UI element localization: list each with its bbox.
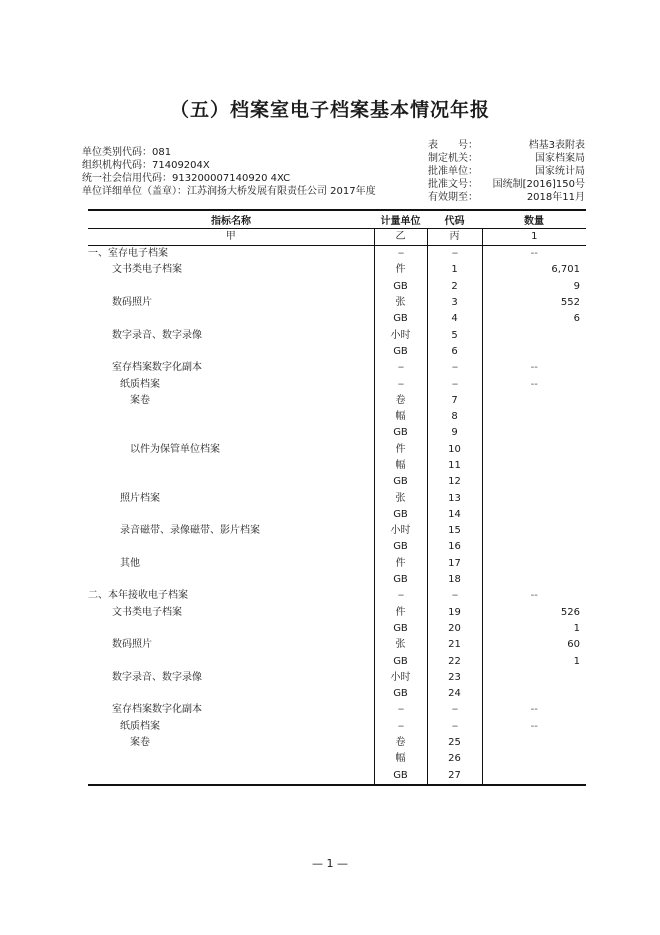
subheader-cell: 丙 [427, 229, 482, 246]
code-cell: 7 [427, 393, 482, 409]
indicator-name-cell: 以件为保管单位档案 [130, 443, 220, 455]
unit-info-block [82, 146, 376, 198]
code-cell: -- [427, 376, 482, 392]
quantity-cell: -- [482, 246, 586, 263]
indicator-name-cell: 数字录音、数字录像 [112, 671, 202, 683]
indicator-name-cell [88, 507, 374, 523]
quantity-cell: 6,701 [482, 262, 586, 278]
code-cell: 10 [427, 442, 482, 458]
unit-cell: 幅 [374, 751, 427, 767]
unit-cell: 卷 [374, 735, 427, 751]
indicator-name-cell [88, 311, 374, 327]
quantity-cell [482, 572, 586, 588]
quantity-cell: -- [482, 588, 586, 604]
quantity-cell: 6 [482, 311, 586, 327]
unit-cell: GB [374, 311, 427, 327]
indicator-name-cell [88, 458, 374, 474]
unit-cell: GB [374, 507, 427, 523]
unit-cell: GB [374, 474, 427, 490]
code-cell: -- [427, 702, 482, 718]
code-cell: 13 [427, 490, 482, 506]
form-value: 国统制[2016]150号 [492, 179, 585, 190]
column-header-indicator: 指标名称 [88, 210, 374, 229]
indicator-name-cell: 一、室存电子档案 [88, 248, 168, 260]
table-row [88, 588, 586, 604]
table-row [88, 637, 586, 653]
code-cell: 9 [427, 425, 482, 441]
unit-cell: -- [374, 376, 427, 392]
indicator-name-cell: 文书类电子档案 [112, 264, 182, 276]
form-value: 国家档案局 [535, 153, 585, 164]
unit-cell: GB [374, 572, 427, 588]
table-row [88, 393, 586, 409]
table-row [88, 556, 586, 572]
table-row [88, 670, 586, 686]
unit-cell: GB [374, 279, 427, 295]
subheader-cell: 1 [482, 229, 586, 246]
code-cell: 25 [427, 735, 482, 751]
code-cell: -- [427, 246, 482, 263]
table-row [88, 490, 586, 506]
quantity-cell: 552 [482, 295, 586, 311]
indicator-name-cell: 其他 [120, 557, 140, 569]
unit-cell: -- [374, 719, 427, 735]
quantity-cell [482, 344, 586, 360]
archive-report-table [88, 209, 586, 786]
table-row [88, 768, 586, 785]
indicator-name-cell: 文书类电子档案 [112, 606, 182, 618]
indicator-name-cell: 室存档案数字化副本 [112, 362, 202, 374]
quantity-cell [482, 474, 586, 490]
quantity-cell [482, 409, 586, 425]
table-row [88, 262, 586, 278]
quantity-cell [482, 425, 586, 441]
unit-cell: 张 [374, 490, 427, 506]
table-row [88, 702, 586, 718]
table-row [88, 409, 586, 425]
code-cell: 5 [427, 327, 482, 343]
unit-cell: -- [374, 246, 427, 263]
quantity-cell: 526 [482, 605, 586, 621]
quantity-cell: -- [482, 376, 586, 392]
table-row [88, 686, 586, 702]
unit-cell: -- [374, 360, 427, 376]
indicator-name-cell: 二、本年接收电子档案 [88, 590, 188, 602]
indicator-name-cell: 照片档案 [120, 492, 160, 504]
table-row [88, 311, 586, 327]
quantity-cell [482, 442, 586, 458]
indicator-name-cell: 录音磁带、录像磁带、影片档案 [120, 525, 260, 537]
table-row [88, 279, 586, 295]
quantity-cell: -- [482, 702, 586, 718]
code-cell: 22 [427, 653, 482, 669]
organization-code: 组织机构代码：71409204X [82, 160, 210, 171]
subheader-cell: 乙 [374, 229, 427, 246]
form-label: 有效期至： [428, 192, 478, 203]
quantity-cell: -- [482, 360, 586, 376]
code-cell: 26 [427, 751, 482, 767]
code-cell: 23 [427, 670, 482, 686]
table-row [88, 344, 586, 360]
code-cell: 12 [427, 474, 482, 490]
table-row [88, 653, 586, 669]
column-header-quantity: 数量 [482, 210, 586, 229]
code-cell: 18 [427, 572, 482, 588]
quantity-cell: 9 [482, 279, 586, 295]
quantity-cell: -- [482, 719, 586, 735]
quantity-cell [482, 490, 586, 506]
code-cell: -- [427, 360, 482, 376]
unit-cell: 幅 [374, 409, 427, 425]
unit-cell: -- [374, 702, 427, 718]
indicator-name-cell [88, 409, 374, 425]
unit-cell: -- [374, 588, 427, 604]
unit-cell: 小时 [374, 327, 427, 343]
quantity-cell: 1 [482, 653, 586, 669]
form-label: 表 号： [428, 140, 478, 151]
quantity-cell [482, 539, 586, 555]
table-row [88, 751, 586, 767]
form-info-labels [428, 139, 478, 204]
quantity-cell [482, 670, 586, 686]
code-cell: 4 [427, 311, 482, 327]
unit-cell: 件 [374, 262, 427, 278]
unit-category-code: 单位类别代码：081 [82, 147, 172, 158]
table-row [88, 360, 586, 376]
indicator-name-cell [88, 653, 374, 669]
unit-cell: 小时 [374, 523, 427, 539]
code-cell: 2 [427, 279, 482, 295]
table-row [88, 376, 586, 392]
indicator-name-cell [88, 474, 374, 490]
indicator-name-cell: 数码照片 [112, 639, 152, 651]
indicator-name-cell: 案卷 [130, 394, 150, 406]
code-cell: 24 [427, 686, 482, 702]
quantity-cell [482, 686, 586, 702]
indicator-name-cell [88, 751, 374, 767]
unit-detail: 单位详细单位（盖章）：江苏润扬大桥发展有限责任公司 2017年度 [82, 186, 376, 197]
indicator-name-cell [88, 621, 374, 637]
quantity-cell [482, 768, 586, 785]
page-title: （五）档案室电子档案基本情况年报 [169, 99, 490, 121]
indicator-name-cell: 数码照片 [112, 297, 152, 309]
quantity-cell [482, 393, 586, 409]
code-cell: 11 [427, 458, 482, 474]
table-row [88, 458, 586, 474]
indicator-name-cell: 案卷 [130, 737, 150, 749]
table-row [88, 735, 586, 751]
unit-cell: 件 [374, 556, 427, 572]
indicator-name-cell [88, 539, 374, 555]
table-row [88, 605, 586, 621]
unit-cell: GB [374, 686, 427, 702]
table-row [88, 572, 586, 588]
table-row [88, 474, 586, 490]
unit-cell: GB [374, 768, 427, 785]
code-cell: 20 [427, 621, 482, 637]
quantity-cell [482, 751, 586, 767]
indicator-name-cell [88, 686, 374, 702]
code-cell: 15 [427, 523, 482, 539]
unit-cell: 件 [374, 605, 427, 621]
form-value: 国家统计局 [535, 166, 585, 177]
credit-code: 统一社会信用代码：913200007140920 4XC [82, 173, 291, 184]
table-row [88, 246, 586, 263]
indicator-name-cell [88, 768, 374, 785]
table-row [88, 425, 586, 441]
table-row [88, 719, 586, 735]
unit-cell: GB [374, 653, 427, 669]
code-cell: 19 [427, 605, 482, 621]
indicator-name-cell [88, 344, 374, 360]
table-header-row [88, 210, 586, 229]
indicator-name-cell: 室存档案数字化副本 [112, 704, 202, 716]
quantity-cell [482, 327, 586, 343]
indicator-name-cell: 纸质档案 [120, 720, 160, 732]
code-cell: 14 [427, 507, 482, 523]
unit-cell: 张 [374, 295, 427, 311]
form-value: 2018年11月 [526, 192, 585, 203]
code-cell: 3 [427, 295, 482, 311]
unit-cell: 卷 [374, 393, 427, 409]
page-number: — 1 — [312, 857, 348, 870]
form-label: 批准文号： [428, 179, 478, 190]
table-row [88, 523, 586, 539]
code-cell: 17 [427, 556, 482, 572]
form-label: 制定机关： [428, 153, 478, 164]
table-row [88, 295, 586, 311]
code-cell: -- [427, 719, 482, 735]
column-header-code: 代码 [427, 210, 482, 229]
quantity-cell [482, 556, 586, 572]
unit-cell: GB [374, 621, 427, 637]
indicator-name-cell: 纸质档案 [120, 378, 160, 390]
unit-cell: 件 [374, 442, 427, 458]
code-cell: -- [427, 588, 482, 604]
unit-cell: 小时 [374, 670, 427, 686]
table-subheader-row [88, 229, 586, 246]
unit-cell: GB [374, 344, 427, 360]
unit-cell: 张 [374, 637, 427, 653]
quantity-cell [482, 523, 586, 539]
indicator-name-cell [88, 572, 374, 588]
indicator-name-cell: 数字录音、数字录像 [112, 329, 202, 341]
column-header-unit: 计量单位 [374, 210, 427, 229]
subheader-cell: 甲 [88, 229, 374, 246]
code-cell: 8 [427, 409, 482, 425]
code-cell: 27 [427, 768, 482, 785]
code-cell: 6 [427, 344, 482, 360]
table-row [88, 327, 586, 343]
code-cell: 1 [427, 262, 482, 278]
unit-cell: GB [374, 539, 427, 555]
quantity-cell [482, 507, 586, 523]
code-cell: 16 [427, 539, 482, 555]
form-label: 批准单位： [428, 166, 478, 177]
form-value: 档基3表附表 [528, 140, 585, 151]
form-info-values [493, 139, 585, 204]
table-row [88, 507, 586, 523]
unit-cell: 幅 [374, 458, 427, 474]
quantity-cell: 60 [482, 637, 586, 653]
code-cell: 21 [427, 637, 482, 653]
indicator-name-cell [88, 279, 374, 295]
unit-cell: GB [374, 425, 427, 441]
quantity-cell [482, 735, 586, 751]
table-row [88, 621, 586, 637]
table-row [88, 442, 586, 458]
indicator-name-cell [88, 425, 374, 441]
quantity-cell: 1 [482, 621, 586, 637]
quantity-cell [482, 458, 586, 474]
table-row [88, 539, 586, 555]
